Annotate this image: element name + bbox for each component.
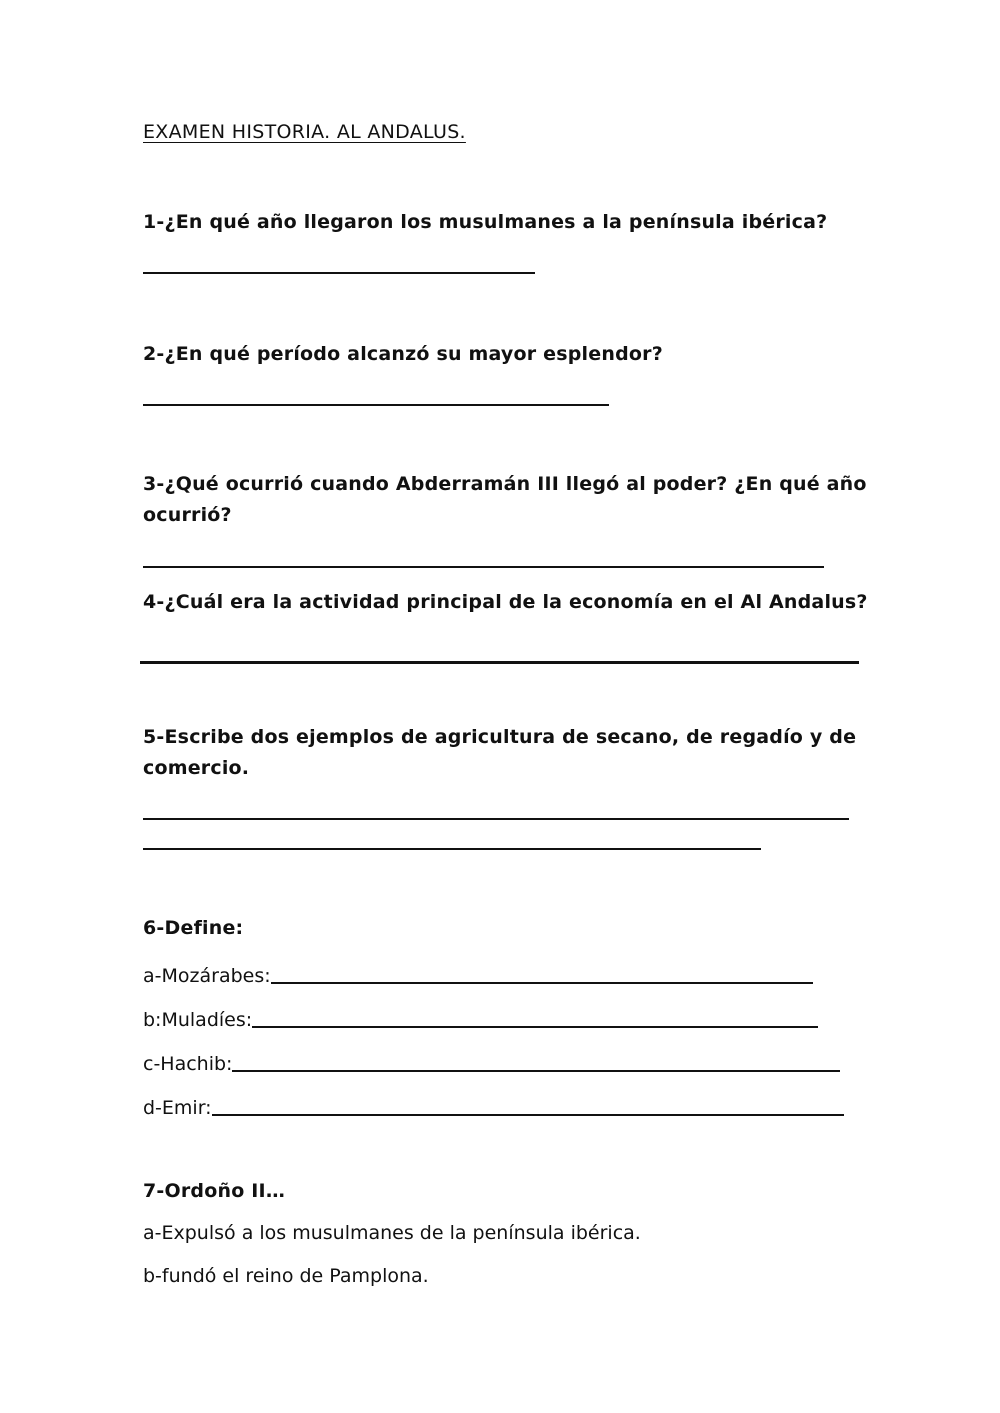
question-5-line-1: 5-Escribe dos ejemplos de agricultura de secano, de regadío y de <box>143 726 857 748</box>
question-3-line-1: 3-¿Qué ocurrió cuando Abderramán III llegó al poder? ¿En qué año <box>143 473 867 495</box>
definition-label: a-Mozárabes: <box>143 965 271 987</box>
question-7-option-b[interactable]: b-fundó el reino de Pamplona. <box>143 1265 429 1287</box>
definition-label: c-Hachib: <box>143 1053 233 1075</box>
question-2: 2-¿En qué período alcanzó su mayor esplendor? <box>143 343 663 365</box>
question-3-line-2: ocurrió? <box>143 504 232 526</box>
definition-answer-line[interactable] <box>212 1094 844 1116</box>
answer-line-4[interactable] <box>140 661 859 664</box>
question-5-line-2: comercio. <box>143 757 250 779</box>
question-7-option-a[interactable]: a-Expulsó a los musulmanes de la península ibérica. <box>143 1222 641 1244</box>
question-4: 4-¿Cuál era la actividad principal de la economía en el Al Andalus? <box>143 591 868 613</box>
answer-line-1[interactable] <box>143 272 535 274</box>
question-6: 6-Define: <box>143 917 244 939</box>
definition-row-mozarabes <box>143 959 813 987</box>
answer-line-2[interactable] <box>143 404 609 406</box>
answer-line-3[interactable] <box>143 566 824 568</box>
question-7: 7-Ordoño II… <box>143 1180 286 1202</box>
definition-answer-line[interactable] <box>271 962 813 984</box>
definition-row-emir <box>143 1091 844 1119</box>
question-1: 1-¿En qué año llegaron los musulmanes a la península ibérica? <box>143 211 828 233</box>
definition-answer-line[interactable] <box>232 1050 840 1072</box>
page-title: EXAMEN HISTORIA. AL ANDALUS. <box>143 121 466 143</box>
definition-row-muladies <box>143 1003 818 1031</box>
definition-row-hachib <box>143 1047 840 1075</box>
definition-label: d-Emir: <box>143 1097 212 1119</box>
definition-answer-line[interactable] <box>252 1006 818 1028</box>
answer-line-5a[interactable] <box>143 818 849 820</box>
definition-label: b:Muladíes: <box>143 1009 253 1031</box>
answer-line-5b[interactable] <box>143 848 761 850</box>
